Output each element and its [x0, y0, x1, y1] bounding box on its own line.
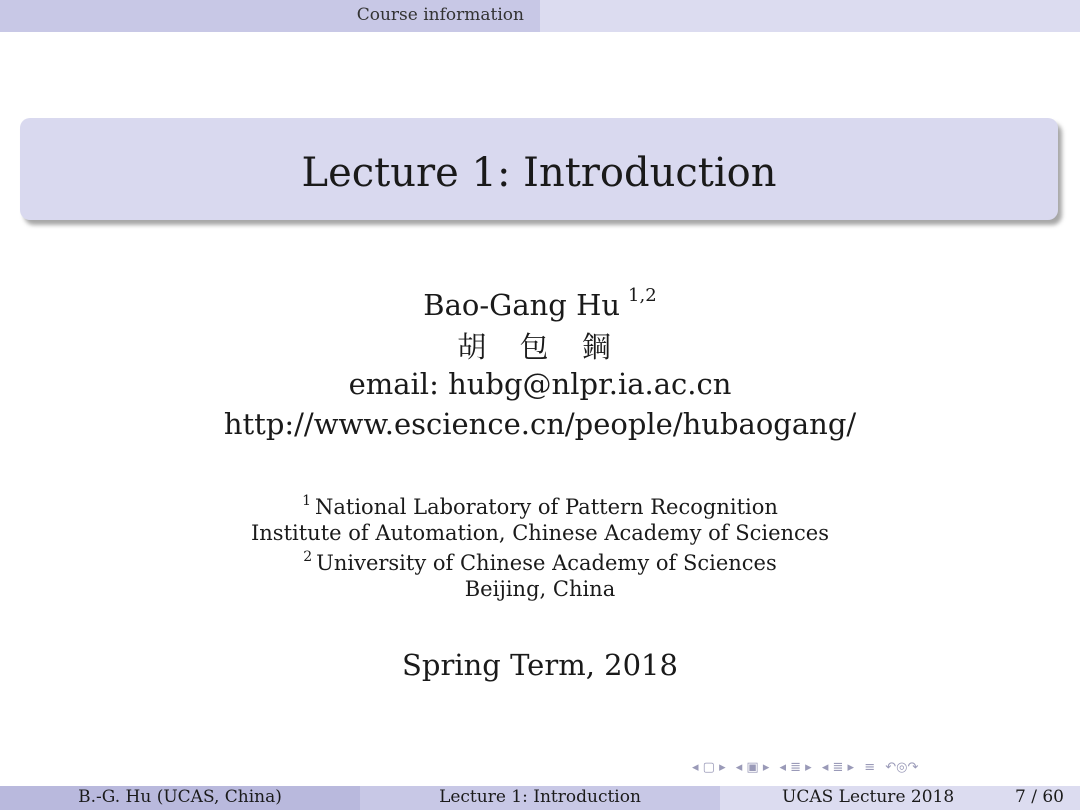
header-nav-bar [0, 0, 1080, 32]
affiliation-mark: 1 [302, 493, 311, 509]
header-nav-empty [540, 0, 1080, 32]
author-line [0, 285, 1080, 322]
affiliation-4 [0, 577, 1080, 601]
title-block [20, 118, 1058, 220]
beamer-nav-symbols [692, 760, 924, 780]
affiliation-2 [0, 521, 1080, 545]
footer-author: B.-G. Hu (UCAS, China) [0, 786, 360, 810]
footer-bar [0, 786, 1080, 810]
author-affil-marks: 1,2 [628, 285, 657, 306]
affiliation-1 [0, 493, 1080, 519]
section-link-course-information[interactable] [0, 0, 540, 32]
footer-title: Lecture 1: Introduction [360, 786, 720, 810]
affiliation-text: Institute of Automation, Chinese Academy of Sciences [250, 521, 829, 545]
author-email: email: hubg@nlpr.ia.ac.cn [348, 367, 732, 401]
affiliation-3 [0, 549, 1080, 575]
subsection-prev-next-icon[interactable]: ◂ ▣ ▸ [735, 760, 770, 775]
document-prev-next-icon[interactable]: ◂ ≣ ▸ [821, 760, 855, 775]
footer-right [720, 786, 1080, 810]
affiliation-mark: 2 [303, 549, 313, 565]
slide-title: Lecture 1: Introduction [301, 150, 777, 196]
author-url[interactable]: http://www.escience.cn/people/hubaogang/ [223, 407, 857, 441]
section-prev-next-icon[interactable]: ◂ ≣ ▸ [779, 760, 812, 775]
footer-page-number: 7 / 60 [1015, 787, 1064, 807]
frame-prev-next-icon[interactable]: ◂ ▢ ▸ [692, 760, 726, 775]
align-icon[interactable]: ≡ [864, 760, 876, 775]
search-icon[interactable]: ↶◎↷ [885, 760, 919, 775]
term-date: Spring Term, 2018 [402, 648, 678, 682]
footer-event: UCAS Lecture 2018 [782, 787, 955, 807]
section-label: Course information [356, 5, 524, 25]
affiliation-text: Beijing, China [464, 577, 616, 601]
affiliation-text: National Laboratory of Pattern Recognition [315, 495, 778, 519]
affiliation-text: University of Chinese Academy of Sciences [316, 551, 777, 575]
author-cjk-name: 胡 包 鋼 [457, 330, 623, 364]
author-name: Bao-Gang Hu [423, 288, 621, 322]
